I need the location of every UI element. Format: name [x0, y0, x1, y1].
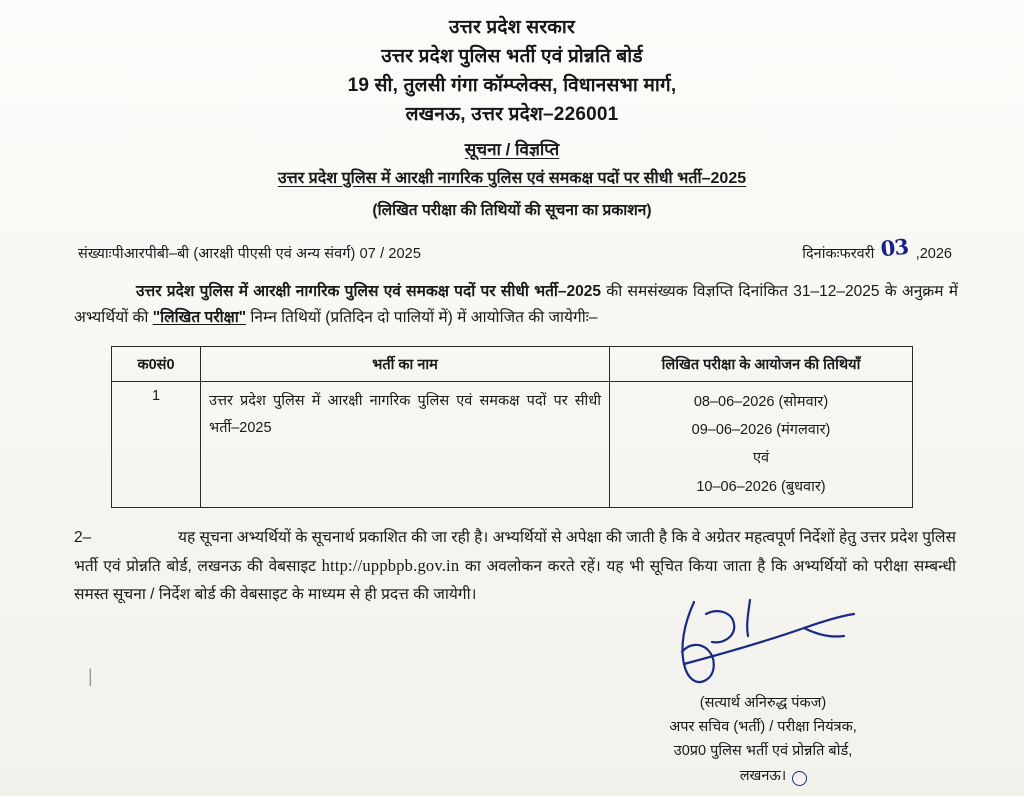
- cell-exam-dates: [610, 381, 913, 507]
- notice-title: सूचना / विज्ञप्ति: [464, 139, 560, 159]
- column-header-sno: क0सं0: [112, 346, 201, 381]
- column-header-exam-dates: लिखित परीक्षा के आयोजन की तिथियाँ: [610, 346, 913, 381]
- date-year: ,2026: [915, 245, 952, 262]
- signatory-block: [598, 691, 928, 788]
- para2-text-before-link: यह सूचना अभ्यर्थियों के सूचनार्थ प्रकाशित की जा रही है। अभ्यर्थियों से अपेक्षा की जाती है कि वे अग्रेतर महत्वपूर्ण निर्देशों हेतु उत्तर प्रदेश पुलिस भर्ती एवं प्रोन्नति बोर्ड, लखनऊ की वेबसाइट: [74, 528, 956, 576]
- reference-number: संख्याःपीआरपीबी–बी (आरक्षी पीएसी एवं अन्य संवर्ग) 07 / 2025: [78, 245, 421, 262]
- exam-date-1: 08–06–2026 (सोमवार): [693, 393, 829, 410]
- reference-row: [60, 233, 964, 263]
- para1-exam-term: "लिखित परीक्षा": [152, 309, 247, 327]
- cell-recruitment-name: उत्तर प्रदेश पुलिस में आरक्षी नागरिक पुलिस एवं समकक्ष पदों पर सीधी भर्ती–2025: [201, 381, 610, 507]
- handwritten-signature: [654, 594, 874, 704]
- column-header-recruitment-name: भर्ती का नाम: [201, 346, 610, 381]
- para2-number: 2–: [74, 528, 92, 546]
- letterhead: [60, 14, 964, 130]
- table-row: [112, 381, 913, 507]
- reference-date: [802, 233, 956, 263]
- exam-schedule-table: [111, 346, 913, 508]
- date-handwritten: 03: [879, 233, 910, 261]
- stamp-circle-icon: [792, 771, 807, 786]
- signatory-designation-2: उ0प्र0 पुलिस भर्ती एवं प्रोन्नति बोर्ड,: [673, 743, 853, 760]
- para1-part1: उत्तर प्रदेश पुलिस में आरक्षी नागरिक पुलिस एवं समकक्ष पदों पर सीधी भर्ती–2025: [136, 282, 602, 300]
- paragraph-one: [60, 279, 964, 332]
- board-name: उत्तर प्रदेश पुलिस भर्ती एवं प्रोन्नति बोर्ड: [381, 45, 643, 67]
- paragraph-two: [60, 524, 964, 609]
- board-address-line2: लखनऊ, उत्तर प्रदेश–226001: [405, 103, 619, 125]
- cell-sno: 1: [112, 381, 201, 507]
- date-label: दिनांकःफरवरी: [802, 245, 875, 262]
- page-edge-mark-icon: |: [88, 666, 93, 686]
- board-website-link[interactable]: http://uppbpb.gov.in: [321, 556, 460, 576]
- board-address-line1: 19 सी, तुलसी गंगा कॉम्प्लेक्स, विधानसभा मार्ग,: [347, 74, 677, 96]
- notice-parenthetical: (लिखित परीक्षा की तिथियों की सूचना का प्रकाशन): [372, 201, 652, 219]
- table-header-row: [112, 346, 913, 381]
- exam-date-2: 09–06–2026 (मंगलवार): [691, 422, 831, 439]
- para1-part4: निम्न तिथियों (प्रतिदिन दो पालियों में) में आयोजित की जायेगीः–: [246, 309, 598, 327]
- signatory-name: (सत्यार्थ अनिरुद्ध पंकज): [699, 694, 827, 711]
- para2-text-after-link: का अवलोकन करते रहें। यह भी सूचित किया जाता है कि अभ्यर्थियों को परीक्षा सम्बन्धी समस्त सूचना / निर्देश बोर्ड की वेबसाइट के माध्यम से ही प्रदत्त की जायेगी।: [74, 558, 957, 604]
- signatory-city: लखनऊ।: [739, 767, 787, 784]
- signatory-designation-1: अपर सचिव (भर्ती) / परीक्षा नियंत्रक,: [669, 718, 857, 735]
- signatory-city-wrap: [740, 764, 787, 788]
- exam-date-conjunction: एवं: [752, 450, 770, 467]
- para1-part2: की समसंख्यक विज्ञप्ति दिनांकित 31–12–2025 के अनुक्रम में अभ्यर्थियों की: [74, 282, 959, 327]
- govt-name: उत्तर प्रदेश सरकार: [449, 17, 575, 38]
- notice-subject: उत्तर प्रदेश पुलिस में आरक्षी नागरिक पुलिस एवं समकक्ष पदों पर सीधी भर्ती–2025: [277, 169, 747, 187]
- exam-date-3: 10–06–2026 (बुधवार): [696, 478, 826, 495]
